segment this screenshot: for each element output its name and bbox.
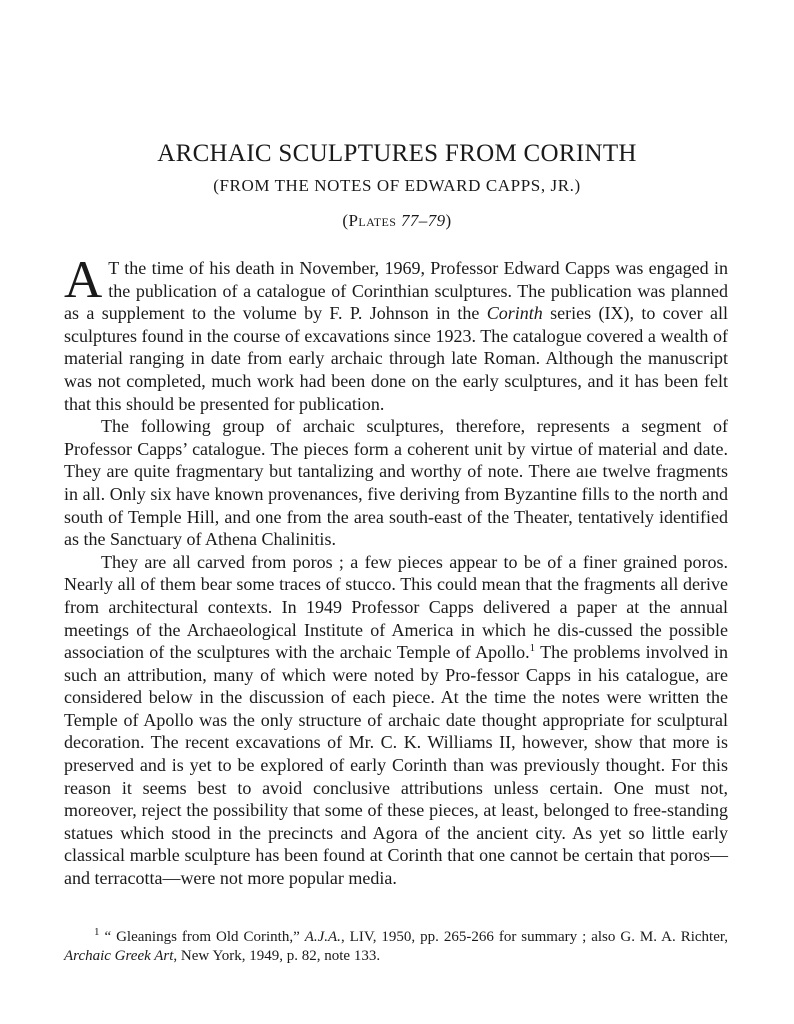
- book-title: Archaic Greek Art: [64, 948, 174, 964]
- footnote-number: 1: [94, 926, 100, 938]
- journal-abbrev: A.J.A.: [304, 929, 341, 945]
- paragraph-1-text-a: T the time of his death in November, 1969, Professor Edward Capps was engaged in the publication of a catalogue of Corinthian sculptures. The publication was planned as a supplement to the volume by F. P. Johnson in the: [64, 258, 728, 324]
- paragraph-1-text-b: series (IX), to cover all sculptures found in the course of excavations since 1923. The catalogue covered a wealth of material ranging in date from early archaic through late Roman. Although the manuscript was not completed, much work had been done on the early sculptures, and it has been felt that this should be presented for publication.: [64, 303, 728, 414]
- drop-cap: A: [64, 251, 103, 309]
- paragraph-2: The following group of archaic sculptures, therefore, represents a segment of Professor Capps’ catalogue. The pieces form a coherent unit by virtue of material and date. They are quite fragmentary but tantalizing and worthy of note. There aıe twelve fragments in all. Only six have known provenances, five deriving from Byzantine fills to the north and south of Temple Hill, and one from the area south-east of the Theater, tentatively identified as the Sanctuary of Athena Chalinitis.: [64, 416, 728, 550]
- plates-range: 77–79: [401, 211, 446, 230]
- plates-label: Plates: [348, 211, 397, 230]
- footnote-text-c: , New York, 1949, p. 82, note 133.: [173, 948, 381, 964]
- article-subtitle: (FROM THE NOTES OF EDWARD CAPPS, JR.): [213, 176, 581, 195]
- footnote-reference[interactable]: 1: [529, 642, 536, 655]
- footnote-text-a: “ Gleanings from Old Corinth,”: [99, 929, 305, 945]
- footnote-text-b: , LIV, 1950, pp. 265-266 for summary ; also G. M. A. Richter,: [340, 929, 728, 945]
- paragraph-3: [64, 551, 728, 890]
- paragraph-3-text-a: They are all carved from poros ; a few pieces appear to be of a finer grained poros. Nearly all of them bear some traces of stucco. This could mean that the fragments all derive from architectural contexts. In 1949 Professor Capps delivered a paper at the annual meetings of the Archaeological Institute of America in which he dis-cussed the possible association of the sculptures with the archaic Temple of Apollo.: [64, 551, 728, 663]
- series-title: Corinth: [486, 303, 543, 324]
- article-body: [64, 251, 728, 890]
- plates-open-paren: (: [342, 211, 349, 230]
- article-title: ARCHAIC SCULPTURES FROM CORINTH: [157, 140, 637, 167]
- paragraph-3-text-b: The problems involved in such an attribution, many of which were noted by Pro-fessor Capps in his catalogue, are considered below in the discussion of each piece. At the time the notes were written the Temple of Apollo was the only structure of archaic date thought appropriate for sculptural decoration. The recent excavations of Mr. C. K. Williams II, however, show that more is preserved and is yet to be explored of early Corinth than was previously thought. For this reason it seems best to avoid conclusive attributions unless certain. One must not, moreover, reject the possibility that some of these pieces, at least, belonged to free-standing statues which stood in the precincts and Agora of the ancient city. As yet so little early classical marble sculpture has been found at Corinth that one cannot be certain that poros—and terracotta—were not more popular media.: [64, 642, 728, 889]
- plates-close-paren: ): [445, 211, 452, 230]
- plates-reference: [0, 211, 794, 231]
- paragraph-1: [64, 251, 728, 415]
- footnote: [64, 928, 728, 966]
